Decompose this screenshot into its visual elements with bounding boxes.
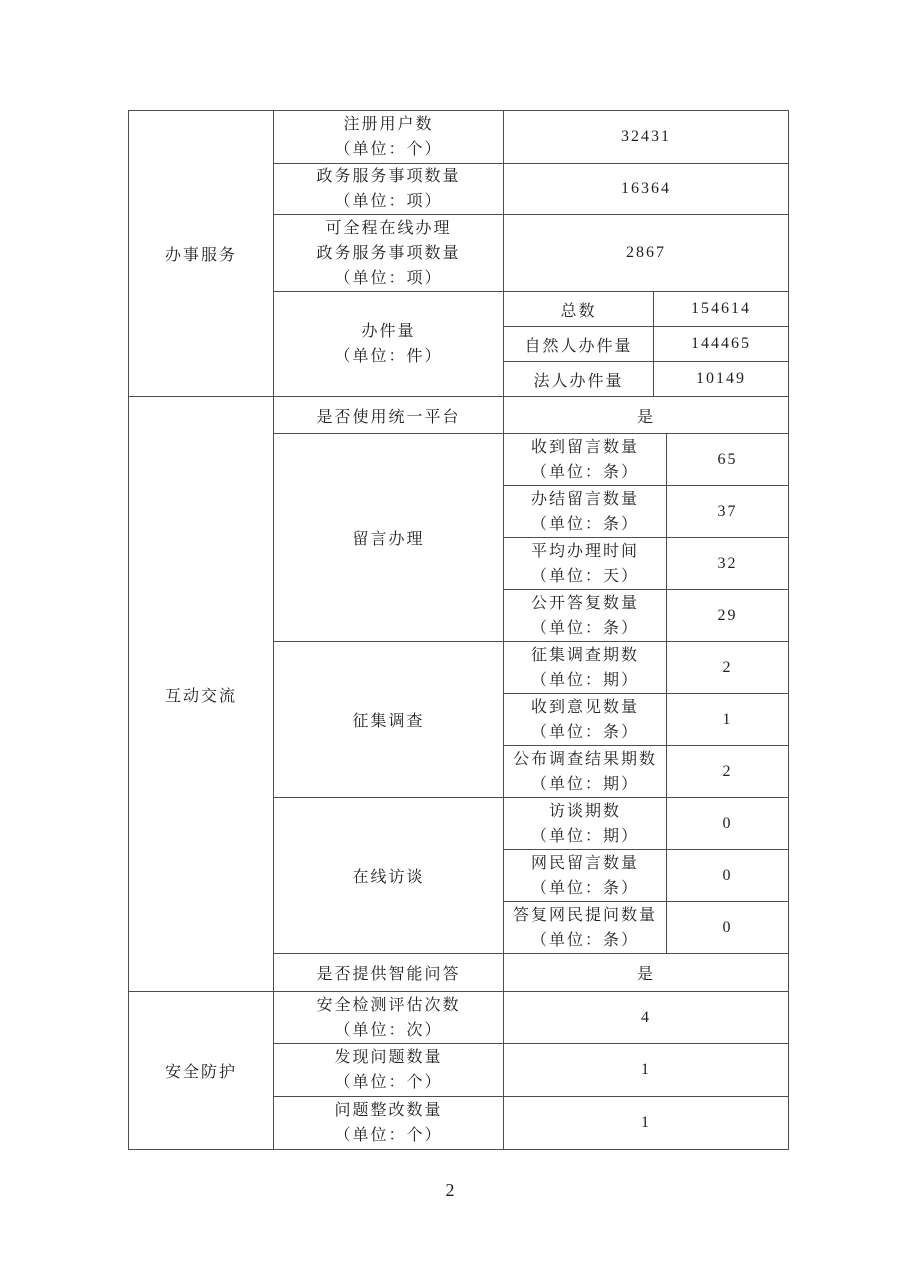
- metric-value-cell: 是: [504, 954, 789, 992]
- report-table: [128, 110, 789, 1150]
- metric-label: 政务服务事项数量: [316, 168, 461, 185]
- subrow-label-cell: [504, 538, 667, 590]
- subrow-value-cell: 32: [667, 538, 789, 590]
- metric-value-cell: 32431: [504, 111, 789, 164]
- metric-unit: （单位：项）: [334, 269, 443, 287]
- subrow-value-cell: 37: [667, 486, 789, 538]
- group-label-cell-banjianliang: [274, 292, 504, 397]
- metric-unit: （单位：个）: [334, 1127, 443, 1144]
- metric-unit: （单位：项）: [334, 193, 443, 210]
- metric-value-cell: 是: [504, 397, 789, 434]
- subrow-value-cell: 0: [667, 798, 789, 850]
- metric-label-cell: [274, 111, 504, 164]
- subrow-value-cell: 2: [667, 746, 789, 798]
- subrow-value-cell: 10149: [654, 362, 789, 397]
- subrow-label-cell: 自然人办件量: [504, 327, 654, 362]
- subrow-label-cell: 总数: [504, 292, 654, 327]
- metric-label: 公开答复数量: [530, 594, 639, 612]
- subrow-value-cell: 0: [667, 902, 789, 954]
- group-unit: （单位：件）: [334, 348, 443, 365]
- metric-label: 收到留言数量: [530, 438, 639, 456]
- metric-unit: （单位：次）: [334, 1021, 443, 1039]
- metric-value-cell: 1: [504, 1044, 789, 1097]
- metric-label: 可全程在线办理: [325, 219, 452, 237]
- metric-label: 公布调查结果期数: [512, 750, 657, 768]
- metric-unit: （单位：天）: [530, 567, 639, 585]
- category-cell-hudongjiaoliu: 互动交流: [129, 397, 274, 992]
- group-label-cell-liuyanbanli: 留言办理: [274, 434, 504, 642]
- group-label-cell-zaixianfangtan: 在线访谈: [274, 798, 504, 954]
- page-number: 2: [445, 1180, 455, 1200]
- metric-label: 网民留言数量: [530, 854, 639, 872]
- subrow-value-cell: 2: [667, 642, 789, 694]
- metric-value-cell: 16364: [504, 164, 789, 215]
- metric-value-cell: 2867: [504, 215, 789, 292]
- subrow-label-cell: [504, 694, 667, 746]
- group-label: 办件量: [361, 323, 416, 340]
- metric-unit: （单位：期）: [530, 827, 639, 845]
- metric-value-cell: 4: [504, 992, 789, 1044]
- metric-label: 收到意见数量: [530, 698, 639, 716]
- metric-label: 安全检测评估次数: [316, 996, 461, 1014]
- metric-unit: （单位：条）: [530, 515, 639, 533]
- metric-label-cell: [274, 1097, 504, 1150]
- subrow-label-cell: [504, 486, 667, 538]
- subrow-value-cell: 154614: [654, 292, 789, 327]
- subrow-value-cell: 0: [667, 850, 789, 902]
- metric-unit: （单位：个）: [334, 141, 443, 158]
- subrow-label-cell: [504, 642, 667, 694]
- metric-label: 平均办理时间: [530, 542, 639, 560]
- subrow-label-cell: [504, 746, 667, 798]
- metric-label: 发现问题数量: [334, 1049, 443, 1066]
- metric-unit: （单位：期）: [530, 671, 639, 689]
- subrow-value-cell: 65: [667, 434, 789, 486]
- metric-unit: （单位：条）: [530, 879, 639, 897]
- metric-label: 征集调查期数: [530, 646, 639, 664]
- metric-label-cell: 是否提供智能问答: [274, 954, 504, 992]
- metric-label: 问题整改数量: [334, 1102, 443, 1119]
- subrow-value-cell: 29: [667, 590, 789, 642]
- subrow-label-cell: 法人办件量: [504, 362, 654, 397]
- metric-unit: （单位：条）: [530, 931, 639, 949]
- category-cell-anquanfanghu: 安全防护: [129, 992, 274, 1150]
- subrow-value-cell: 144465: [654, 327, 789, 362]
- metric-unit: （单位：期）: [530, 775, 639, 793]
- metric-label: 注册用户数: [343, 116, 434, 133]
- metric-label: 访谈期数: [548, 802, 621, 820]
- metric-value-cell: 1: [504, 1097, 789, 1150]
- metric-unit: （单位：条）: [530, 619, 639, 637]
- metric-label-cell: [274, 215, 504, 292]
- group-label-cell-zhengjidiaocha: 征集调查: [274, 642, 504, 798]
- subrow-label-cell: [504, 798, 667, 850]
- metric-label: 答复网民提问数量: [512, 906, 657, 924]
- subrow-label-cell: [504, 850, 667, 902]
- category-cell-banshifuwu: 办事服务: [129, 111, 274, 397]
- metric-unit: （单位：条）: [530, 723, 639, 741]
- metric-label-cell: 是否使用统一平台: [274, 397, 504, 434]
- metric-label-cell: [274, 1044, 504, 1097]
- metric-label: 政务服务事项数量: [316, 244, 461, 262]
- subrow-label-cell: [504, 590, 667, 642]
- subrow-label-cell: [504, 434, 667, 486]
- metric-label-cell: [274, 992, 504, 1044]
- subrow-label-cell: [504, 902, 667, 954]
- metric-unit: （单位：个）: [334, 1074, 443, 1091]
- metric-label-cell: [274, 164, 504, 215]
- subrow-value-cell: 1: [667, 694, 789, 746]
- metric-unit: （单位：条）: [530, 463, 639, 481]
- metric-label: 办结留言数量: [530, 490, 639, 508]
